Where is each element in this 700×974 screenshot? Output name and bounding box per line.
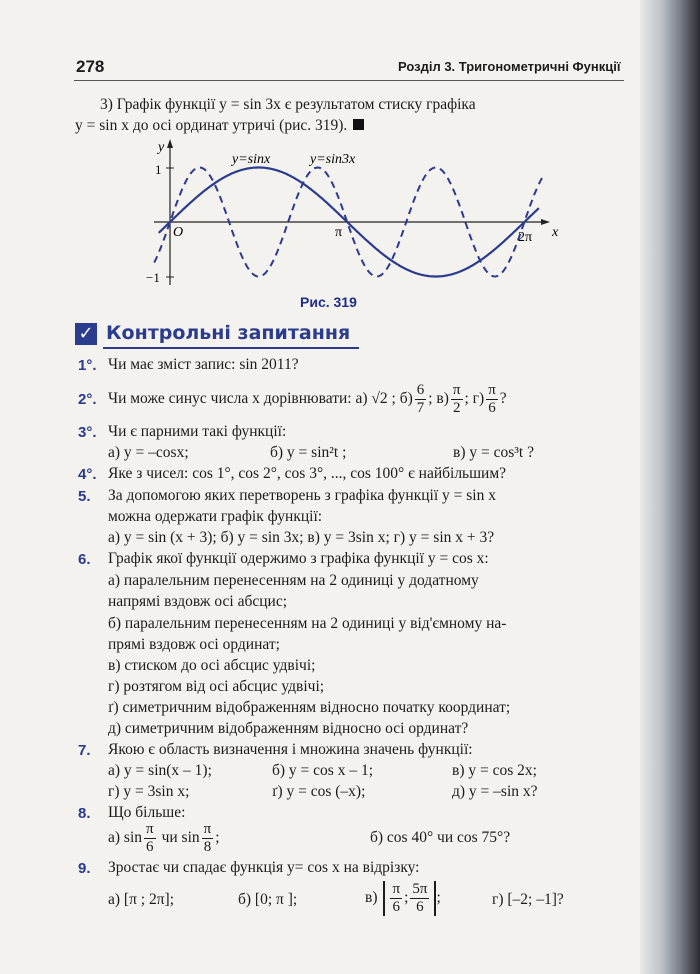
label-y-axis: y [158, 140, 165, 155]
q8-a-pre: а) sin [108, 829, 143, 846]
question-4-number: 4°. [78, 466, 97, 483]
intro-line-2-text: y = sin x до осі ординат утричі (рис. 319). [75, 117, 348, 134]
question-6-f: д) симетричним відображенням відносно осі ординат? [108, 720, 469, 737]
q9-c-post: ; [436, 889, 441, 906]
q2-text-4: ? [499, 390, 507, 407]
question-2-line [108, 378, 507, 420]
q2-text-3: ; г) [464, 390, 485, 407]
page-number: 278 [76, 57, 105, 76]
q2-fraction-pi-6 [486, 382, 498, 417]
end-of-proof-square-icon [353, 119, 364, 130]
question-9-a: а) [π ; 2π]; [108, 891, 175, 908]
q2-f3-denominator: 6 [488, 399, 496, 416]
question-6-d: г) розтягом від осі абсцис удвічі; [108, 678, 325, 695]
question-3-c: в) y = cos³t ? [453, 444, 534, 461]
question-8-a [108, 818, 220, 858]
question-8-text: Що більше: [108, 804, 186, 821]
q9-separator: ; [404, 888, 409, 906]
question-9-c [365, 876, 441, 920]
q9-f2-denominator: 6 [416, 898, 424, 915]
q2-f2-denominator: 2 [452, 399, 461, 416]
q2-f2-numerator: π [452, 381, 461, 398]
question-8-number: 8. [78, 805, 91, 822]
question-9-b: б) [0; π ]; [238, 891, 298, 908]
q9-f1-denominator: 6 [392, 898, 401, 915]
question-7-d: г) y = 3sin x; [108, 783, 190, 800]
section-title: Контрольні запитання [106, 322, 351, 344]
q9-fraction-pi-6 [390, 881, 402, 916]
question-1-text: Чи має зміст запис: sin 2011? [108, 356, 299, 373]
q8-fa-numerator: π [146, 820, 154, 837]
question-9-text: Зростає чи спадає функція y= cos x на відрізку: [108, 859, 420, 876]
question-7-c: в) y = cos 2x; [452, 762, 537, 779]
label-2pi: 2π [518, 230, 533, 245]
question-6-e: ґ) симетричним відображенням відносно початку координат; [108, 699, 511, 716]
question-6-a-2: напрямі вздовж осі абсцис; [108, 593, 288, 610]
intro-line-2 [75, 116, 364, 136]
question-4-text: Яке з чисел: cos 1°, cos 2°, cos 3°, ..., cos 100° є найбільшим? [108, 465, 507, 482]
q2-f3-numerator: π [488, 381, 496, 398]
q8-fraction-pi-8 [202, 821, 214, 856]
question-2-number: 2°. [78, 391, 97, 408]
label-sinx-legend: y=sinx [232, 152, 271, 167]
chapter-title: Розділ 3. Тригонометричні Функції [398, 59, 621, 74]
label-minus-one: −1 [146, 270, 160, 285]
question-9-number: 9. [78, 860, 91, 877]
question-6-b-1: б) паралельним перенесенням на 2 одиниці у від'ємному на- [108, 615, 507, 632]
question-7-a: а) y = sin(x – 1); [108, 762, 212, 779]
question-5-line-1: За допомогою яких перетворень з графіка функції y = sin x [108, 487, 496, 504]
q2-text: Чи може синус числа x дорівнювати: а) √2 ; б) [108, 390, 413, 407]
label-x-axis: x [552, 225, 559, 240]
question-7-number: 7. [78, 742, 91, 759]
figure-caption: Рис. 319 [300, 294, 357, 310]
question-1-number: 1°. [78, 357, 97, 374]
q8-fb-denominator: 8 [203, 838, 212, 855]
label-sin3x-legend: y=sin3x [310, 152, 356, 167]
q9-c-pre: в) [365, 889, 378, 906]
q8-a-post: ; [215, 829, 220, 846]
label-pi: π [335, 225, 343, 240]
question-6-line-1: Графік якої функції одержимо з графіка функції y = cos x: [108, 550, 489, 567]
question-5-number: 5. [78, 488, 91, 505]
q8-fa-denominator: 6 [146, 838, 154, 855]
question-6-a-1: а) паралельним перенесенням на 2 одиниці у додатному [108, 572, 479, 589]
question-6-c: в) стиском до осі абсцис удвічі; [108, 657, 316, 674]
question-8-b: б) cos 40° чи cos 75°? [370, 829, 511, 846]
question-5-line-3: а) y = sin (x + 3); б) y = sin 3x; в) y = 3sin x; г) y = sin x + 3? [108, 529, 495, 546]
question-7-b: б) y = cos x – 1; [272, 762, 374, 779]
sine-graph [140, 135, 570, 295]
question-9-d: г) [–2; –1]? [492, 891, 564, 908]
q9-fraction-5pi-6 [410, 881, 429, 916]
q9-f2-numerator: 5π [412, 880, 428, 897]
question-7-f: д) y = –sin x? [452, 783, 538, 800]
x-axis-arrow-icon [541, 219, 550, 225]
q2-fraction-pi-2 [451, 382, 463, 417]
question-3-number: 3°. [78, 424, 97, 441]
check-icon: ✓ [75, 323, 97, 345]
question-3-a: а) y = –cosx; [108, 444, 189, 461]
q2-fraction-6-7 [415, 382, 427, 417]
q2-f1-numerator: 6 [416, 381, 425, 398]
question-6-b-2: прямі вздовж осі ординат; [108, 636, 280, 653]
q2-text-2: ; в) [428, 390, 449, 407]
question-3-b: б) y = sin²t ; [270, 444, 347, 461]
q8-a-mid: чи sin [161, 829, 200, 846]
book-spine-shadow [640, 0, 700, 974]
y-axis-arrow-icon [167, 139, 173, 148]
label-origin: O [173, 225, 184, 240]
q9-f1-numerator: π [392, 880, 401, 897]
label-one: 1 [155, 162, 162, 177]
header-divider [74, 80, 624, 81]
question-5-line-2: можна одержати графік функції: [108, 508, 323, 525]
question-6-number: 6. [78, 551, 91, 568]
question-7-e: ґ) y = cos (–x); [272, 783, 366, 800]
question-3-text: Чи є парними такі функції: [108, 423, 287, 440]
intro-line-1: 3) Графік функції y = sin 3x є результатом стиску графіка [100, 96, 476, 113]
question-7-line-1: Якою є область визначення і множина значень функції: [108, 741, 473, 758]
q8-fb-numerator: π [203, 820, 212, 837]
q9-interval-bracket [383, 881, 436, 916]
q2-f1-denominator: 7 [416, 399, 425, 416]
q8-fraction-pi-6 [144, 821, 156, 856]
section-underline [103, 347, 359, 349]
